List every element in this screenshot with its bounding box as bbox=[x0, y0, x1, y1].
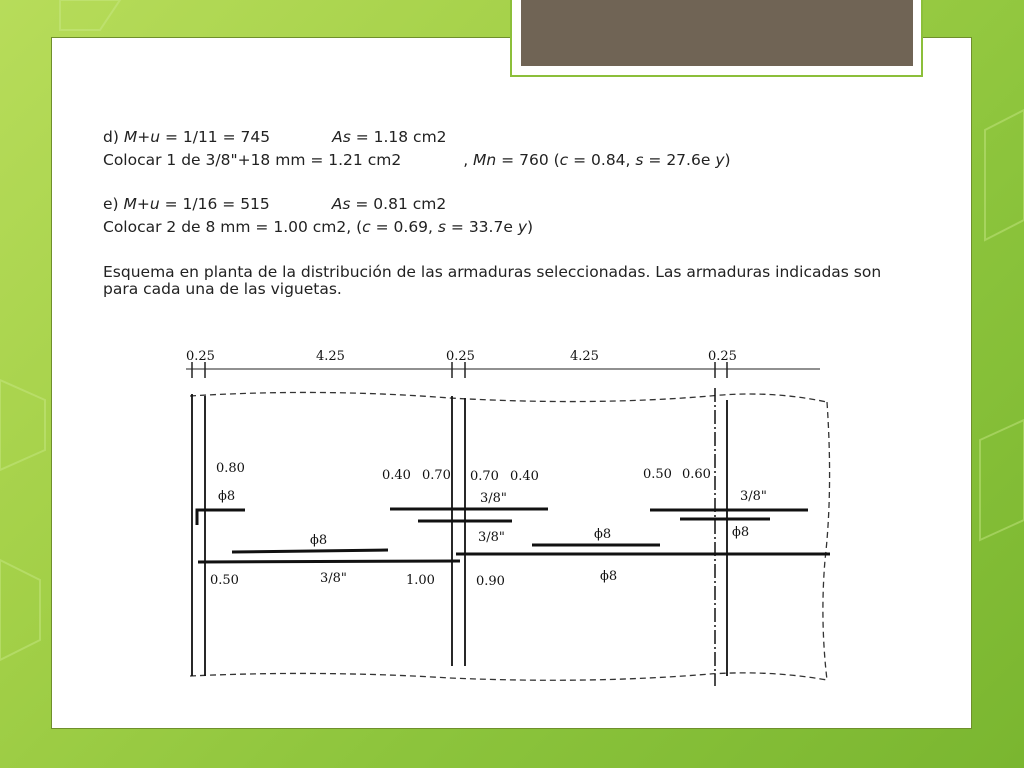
line-d2-mn-val: = 760 ( bbox=[496, 151, 560, 169]
label-080: 0.80 bbox=[216, 461, 245, 476]
line-e2-c: c bbox=[362, 218, 371, 236]
label-phi8-right: ϕ8 bbox=[732, 525, 750, 540]
line-d-as-value: = 1.18 cm2 bbox=[350, 128, 447, 146]
line-e-as-value: = 0.81 cm2 bbox=[350, 195, 447, 213]
label-050-right: 0.50 bbox=[643, 467, 672, 482]
label-060: 0.60 bbox=[682, 467, 711, 482]
line-e2-text: Colocar 2 de 8 mm = 1.00 cm2, ( bbox=[103, 218, 363, 236]
slab-edge-top bbox=[190, 392, 827, 402]
label-phi8-bottom-right: ϕ8 bbox=[600, 569, 618, 584]
dimension-ticks bbox=[192, 362, 727, 378]
line-d2-close: ) bbox=[724, 151, 731, 169]
line-e2-c-val: = 0.69, bbox=[370, 218, 438, 236]
dim-label-1: 0.25 bbox=[186, 349, 215, 364]
line-d-eq: = 1/11 = 745 bbox=[160, 128, 271, 146]
dim-label-4: 4.25 bbox=[570, 349, 599, 364]
dim-label-3: 0.25 bbox=[446, 349, 475, 364]
label-090: 0.90 bbox=[476, 574, 505, 589]
line-d-as-label: As bbox=[332, 128, 351, 146]
line-d-mu: M+u bbox=[123, 128, 161, 146]
line-e-eq: = 1/16 = 515 bbox=[159, 195, 270, 213]
title-bar bbox=[521, 0, 913, 66]
line-d2-text: Colocar 1 de 3/8"+18 mm = 1.21 cm2 bbox=[103, 151, 402, 169]
line-e2-s: s bbox=[437, 218, 446, 236]
line-d2-y: y bbox=[715, 151, 725, 169]
line-e bbox=[103, 195, 446, 214]
dim-label-5: 0.25 bbox=[708, 349, 737, 364]
line-e-as-label: As bbox=[331, 195, 351, 213]
label-38-upper-mid: 3/8" bbox=[480, 491, 507, 506]
label-phi8-left: ϕ8 bbox=[218, 489, 236, 504]
line-d2-c-val: = 0.84, bbox=[568, 151, 636, 169]
line-e2-close: ) bbox=[527, 218, 534, 236]
line-e2-s-val: = 33.7e bbox=[445, 218, 518, 236]
label-phi8-mid-right: ϕ8 bbox=[594, 527, 612, 542]
label-38-right: 3/8" bbox=[740, 489, 767, 504]
line-e2-y: y bbox=[517, 218, 527, 236]
label-040-right: 0.40 bbox=[510, 469, 539, 484]
label-100: 1.00 bbox=[406, 573, 435, 588]
line-d2-c: c bbox=[559, 151, 569, 169]
line-d2-sep: , bbox=[463, 151, 474, 169]
line-d bbox=[103, 128, 447, 147]
label-070-right: 0.70 bbox=[470, 469, 499, 484]
line-d2-s: s bbox=[635, 151, 644, 169]
line-d2 bbox=[103, 151, 731, 170]
label-070-left: 0.70 bbox=[422, 468, 451, 483]
line-e-mu: M+u bbox=[123, 195, 160, 213]
line-d-prefix: d) bbox=[103, 128, 124, 146]
label-phi8-mid-left: ϕ8 bbox=[310, 533, 328, 548]
description-paragraph: Esquema en planta de la distribución de las armaduras seleccionadas. Las armaduras indicadas son para cada una de las viguetas. bbox=[103, 263, 882, 298]
label-040-left: 0.40 bbox=[382, 468, 411, 483]
line-e-prefix: e) bbox=[103, 195, 124, 213]
support-beams bbox=[192, 394, 727, 676]
reinforcement-plan-drawing bbox=[170, 340, 835, 690]
dim-label-2: 4.25 bbox=[316, 349, 345, 364]
label-050-left: 0.50 bbox=[210, 573, 239, 588]
slab-edge-right bbox=[823, 402, 830, 680]
label-38-bottom-left: 3/8" bbox=[320, 571, 347, 586]
label-38-lower-mid: 3/8" bbox=[478, 530, 505, 545]
line-d2-mn: Mn bbox=[473, 151, 497, 169]
slab-edge-bottom bbox=[190, 673, 827, 680]
line-e2 bbox=[103, 218, 533, 237]
line-d2-s-val: = 27.6e bbox=[643, 151, 716, 169]
